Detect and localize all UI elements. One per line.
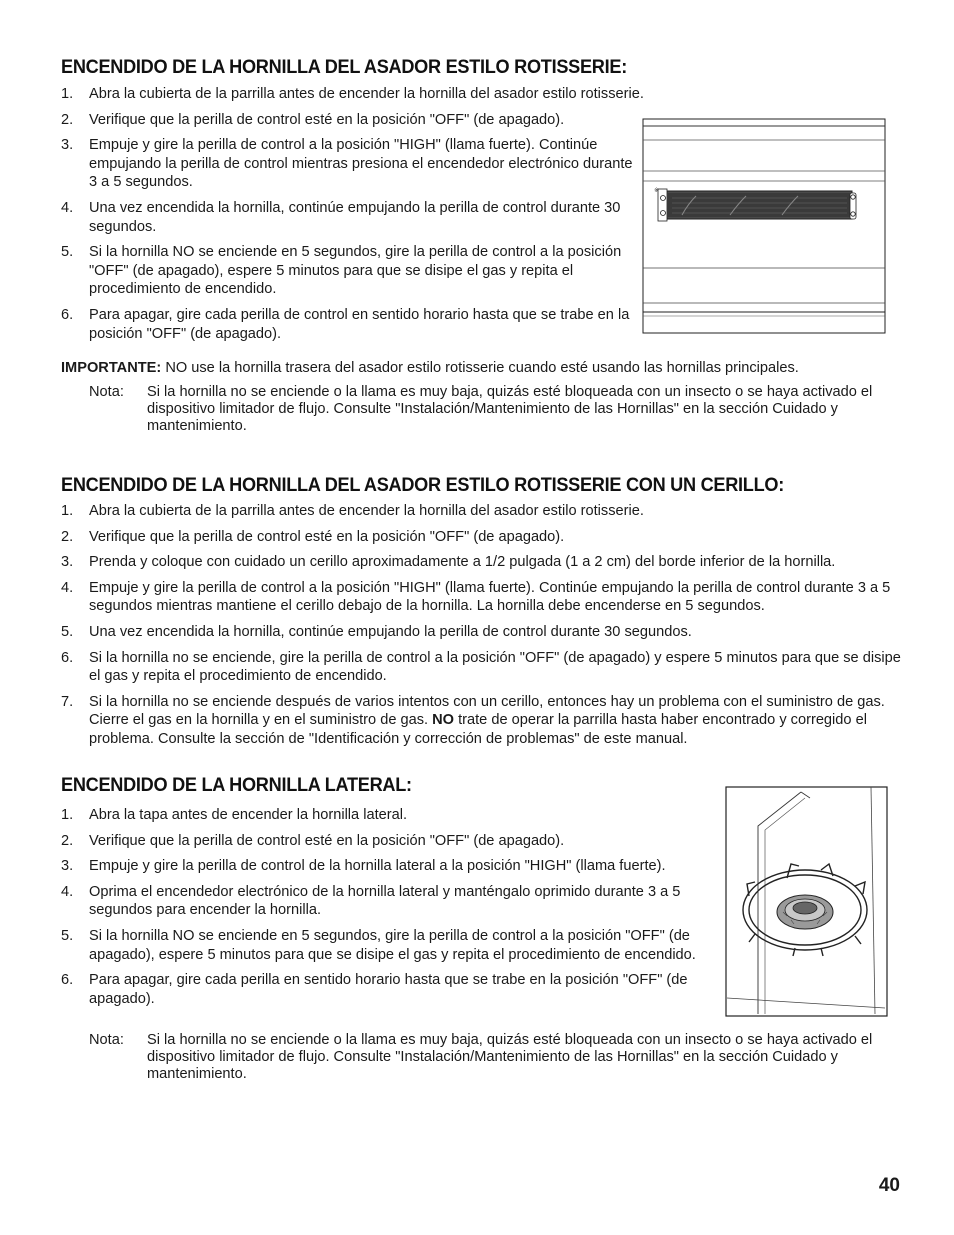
- list-item: [61, 832, 706, 851]
- step-text: Verifique que la perilla de control esté en la posición "OFF" (de apagado).: [89, 111, 565, 128]
- step-text: Verifique que la perilla de control esté en la posición "OFF" (de apagado).: [89, 528, 565, 545]
- step-text: Oprima el encendedor electrónico de la hornilla lateral y manténgalo oprimido durante 3 a 5 segundos para encender la hornilla.: [89, 883, 681, 919]
- note-text: Si la hornilla no se enciende o la llama es muy baja, quizás esté bloqueada con un insecto o se haya activado el dispositivo limitador de flujo. Consulte "Instalación/Mantenimiento de las Hornillas" en la sección Cuidado y mantenimiento.: [147, 1032, 873, 1082]
- list-item: [61, 927, 706, 964]
- list-item: [61, 971, 706, 1008]
- step-number: 5.: [61, 244, 74, 261]
- step-number: 3.: [61, 554, 74, 571]
- step-text: Empuje y gire la perilla de control a la posición "HIGH" (llama fuerte). Continúe empujando la perilla de control mientras presiona el encendedor electrónico durante 3 a 5 segundos.: [89, 137, 633, 191]
- note: [89, 384, 889, 435]
- step-text: Empuje y gire la perilla de control de la hornilla lateral a la posición "HIGH" (llama fuerte).: [89, 858, 666, 875]
- section3-heading: ENCENDIDO DE LA HORNILLA LATERAL:: [61, 774, 412, 796]
- step-text: Abra la cubierta de la parrilla antes de encender la hornilla del asador estilo rotisserie.: [89, 86, 644, 102]
- side-burner-illustration: [725, 786, 888, 1017]
- step-number: 3.: [61, 137, 74, 154]
- step-text: Para apagar, gire cada perilla de control en sentido horario hasta que se trabe en la posición "OFF" (de apagado).: [89, 306, 630, 342]
- step-text: [89, 693, 906, 749]
- step-text-part: trate de operar la parrilla hasta haber encontrado y corregido el problema. Consulte la sección de "Identificación y corrección de problemas" de este manual.: [89, 712, 867, 747]
- step-number: 5.: [61, 623, 74, 640]
- step-text-emphasis: NO: [432, 712, 455, 729]
- section1-heading: ENCENDIDO DE LA HORNILLA DEL ASADOR ESTILO ROTISSERIE:: [61, 56, 627, 78]
- step-text: Una vez encendida la hornilla, continúe empujando la perilla de control durante 30 segundos.: [89, 623, 692, 640]
- step-number: 7.: [61, 693, 74, 710]
- list-item: [61, 623, 906, 642]
- step-number: 4.: [61, 883, 74, 900]
- step-text: Prenda y coloque con cuidado un cerillo aproximadamente a 1/2 pulgada (1 a 2 cm) del borde inferior de la hornilla.: [89, 554, 836, 571]
- note-text: Si la hornilla no se enciende o la llama es muy baja, quizás esté bloqueada con un insecto o se haya activado el dispositivo limitador de flujo. Consulte "Instalación/Mantenimiento de las Hornillas" en la sección Cuidado y mantenimiento.: [147, 384, 873, 434]
- section2-steps: [61, 502, 906, 749]
- list-item: [61, 85, 891, 104]
- note: [89, 1032, 889, 1083]
- list-item: [61, 111, 636, 130]
- important-label: IMPORTANTE:: [61, 360, 162, 376]
- step-text: Abra la tapa antes de encender la hornilla lateral.: [89, 807, 408, 823]
- list-item: [61, 306, 636, 343]
- step-number: 4.: [61, 579, 74, 596]
- rotisserie-burner-illustration: [642, 118, 886, 334]
- section1-steps: [61, 85, 644, 343]
- step-number: 4.: [61, 199, 74, 216]
- list-item: [61, 883, 706, 920]
- step-number: 2.: [61, 111, 74, 128]
- step-number: 5.: [61, 927, 74, 944]
- section2-heading: ENCENDIDO DE LA HORNILLA DEL ASADOR ESTILO ROTISSERIE CON UN CERILLO:: [61, 474, 784, 496]
- section3-steps: [61, 806, 706, 1008]
- list-item: [61, 806, 706, 825]
- important-text: NO use la hornilla trasera del asador estilo rotisserie cuando esté usando las hornillas principales.: [161, 360, 799, 376]
- step-number: 1.: [61, 86, 74, 102]
- step-text: Una vez encendida la hornilla, continúe empujando la perilla de control durante 30 segundos.: [89, 199, 621, 235]
- step-number: 1.: [61, 807, 74, 823]
- step-text-part: Si la hornilla no se enciende después de varios intentos con un cerillo, entonces hay un problema con el suministro de gas. Cierre el gas en la hornilla y en el suministro de gas.: [89, 693, 885, 729]
- list-item: [61, 528, 906, 547]
- step-number: 3.: [61, 858, 74, 875]
- list-item: [61, 553, 906, 572]
- step-text: Si la hornilla NO se enciende en 5 segundos, gire la perilla de control a la posición "OFF" (de apagado), espere 5 minutos para que se disipe el gas y repita el procedimiento de encendido.: [89, 927, 696, 963]
- note-label: Nota:: [89, 1032, 124, 1048]
- page-number: 40: [878, 1175, 900, 1196]
- step-number: 1.: [61, 503, 74, 519]
- list-item: [61, 136, 636, 192]
- list-item: [61, 693, 906, 749]
- step-number: 2.: [61, 528, 74, 545]
- important-notice: [61, 359, 799, 378]
- list-item: [61, 579, 906, 616]
- list-item: [61, 857, 706, 876]
- note-label: Nota:: [89, 384, 124, 400]
- list-item: [61, 243, 636, 299]
- step-text: Si la hornilla NO se enciende en 5 segundos, gire la perilla de control a la posición "OFF" (de apagado), espere 5 minutos para que se disipe el gas y repita el procedimiento de encendido.: [89, 244, 622, 298]
- step-text: Abra la cubierta de la parrilla antes de encender la hornilla del asador estilo rotisserie.: [89, 503, 644, 519]
- step-text: Empuje y gire la perilla de control a la posición "HIGH" (llama fuerte). Continúe empujando la perilla de control durante 3 a 5 segundos mientras mantiene el cerillo debajo de la hornilla. La hornilla debe encenderse en 5 segundos.: [89, 579, 891, 615]
- list-item: [61, 199, 636, 236]
- step-number: 6.: [61, 306, 74, 323]
- step-number: 2.: [61, 832, 74, 849]
- svg-text:※: ※: [654, 187, 660, 194]
- step-number: 6.: [61, 972, 74, 989]
- step-text: Para apagar, gire cada perilla en sentido horario hasta que se trabe en la posición "OFF" (de apagado).: [89, 972, 688, 1007]
- step-text: Verifique que la perilla de control esté en la posición "OFF" (de apagado).: [89, 832, 565, 849]
- step-text: Si la hornilla no se enciende, gire la perilla de control a la posición "OFF" (de apagado) y espere 5 minutos para que se disipe el gas y repita el procedimiento de encendido.: [89, 649, 901, 685]
- list-item: [61, 649, 906, 686]
- list-item: [61, 502, 906, 521]
- step-number: 6.: [61, 649, 74, 666]
